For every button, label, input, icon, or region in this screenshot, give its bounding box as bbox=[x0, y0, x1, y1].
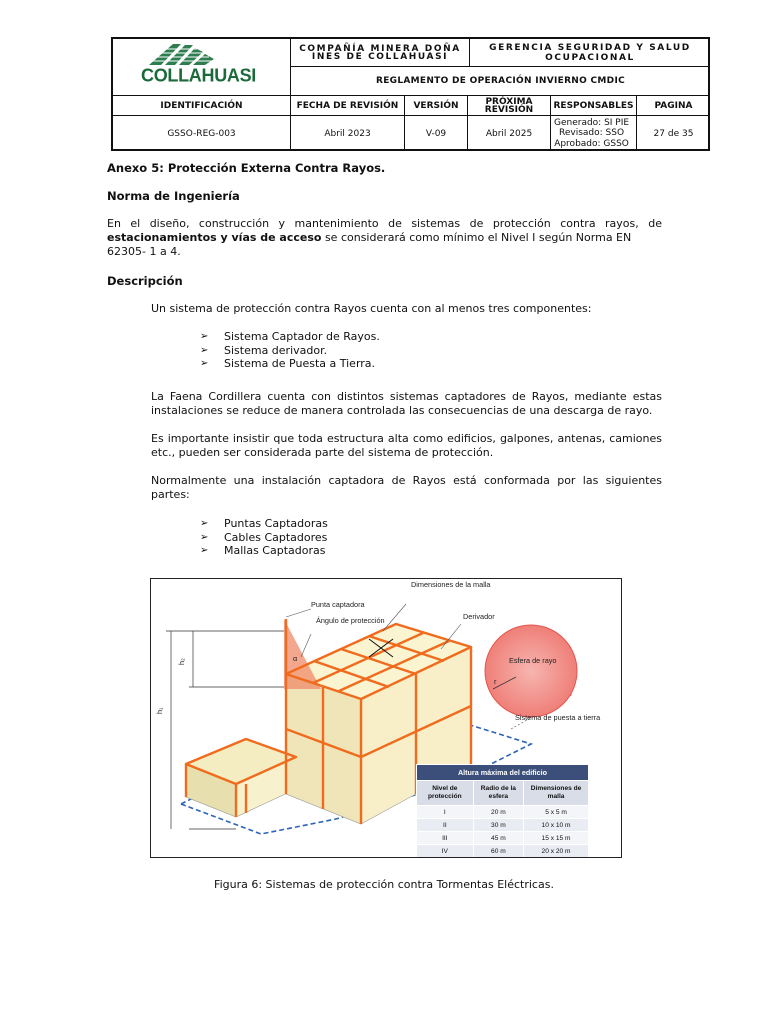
arrow-bullet-icon: ➢ bbox=[200, 518, 209, 529]
arrow-bullet-icon: ➢ bbox=[200, 531, 209, 543]
figure-caption: Figura 6: Sistemas de protección contra Tormentas Eléctricas. bbox=[214, 878, 554, 891]
arrow-bullet-icon: ➢ bbox=[200, 358, 209, 369]
label-h2: h₂ bbox=[177, 658, 186, 665]
label-alpha: α bbox=[293, 654, 298, 663]
col-fecha-revision: FECHA DE REVISIÓN bbox=[291, 96, 405, 116]
col-pagina: PAGINA bbox=[637, 96, 710, 116]
norma-line-2 bbox=[107, 231, 662, 245]
company-name: COMPAÑÍA MINERA DOÑA INES DE COLLAHUASI bbox=[291, 39, 470, 67]
logo-wordmark: COLLAHUASI bbox=[141, 64, 256, 86]
norma-paragraph bbox=[107, 217, 662, 259]
components-list bbox=[200, 330, 380, 371]
list-item: ➢ Puntas Captadoras bbox=[200, 517, 328, 530]
table-caption: Altura máxima del edificio bbox=[417, 765, 589, 781]
lightning-protection-figure bbox=[150, 578, 622, 858]
value-fecha-revision: Abril 2023 bbox=[291, 116, 405, 151]
table-header-nivel: Nivel de protección bbox=[417, 781, 474, 806]
value-version: V-09 bbox=[405, 116, 468, 151]
value-proxima-revision: Abril 2025 bbox=[468, 116, 551, 151]
regulation-title: REGLAMENTO DE OPERACIÓN INVIERNO CMDIC bbox=[291, 67, 710, 96]
col-responsables: RESPONSABLES bbox=[551, 96, 637, 116]
responsable-generado: Generado: SI PIE bbox=[554, 117, 630, 128]
descripcion-intro: Un sistema de protección contra Rayos cuenta con al menos tres componentes: bbox=[151, 302, 592, 315]
table-row: I 20 m 5 x 5 m bbox=[417, 806, 589, 819]
responsable-revisado: Revisado: SSO bbox=[559, 128, 625, 139]
label-derivador: Derivador bbox=[463, 612, 495, 621]
label-puesta: Sistema de puesta a tierra bbox=[515, 713, 601, 722]
list-item: ➢ Sistema de Puesta a Tierra. bbox=[200, 357, 376, 370]
arrow-bullet-icon: ➢ bbox=[200, 545, 209, 556]
paragraph-normalmente: Normalmente una instalación captadora de Rayos está conformada por las siguientes partes: bbox=[151, 474, 662, 501]
protection-levels-table bbox=[416, 764, 589, 858]
label-punta: Punta captadora bbox=[311, 600, 365, 609]
responsable-aprobado: Aprobado: GSSO bbox=[554, 138, 629, 149]
list-item: ➢ Cables Captadores bbox=[200, 530, 328, 544]
value-identificacion: GSSO-REG-003 bbox=[113, 116, 291, 151]
annex-title: Anexo 5: Protección Externa Contra Rayos. bbox=[107, 161, 386, 175]
norma-line-3: 62305- 1 a 4. bbox=[107, 245, 181, 258]
col-version: VERSIÓN bbox=[405, 96, 468, 116]
label-r: r bbox=[494, 677, 497, 686]
value-pagina: 27 de 35 bbox=[653, 128, 694, 139]
table-header-malla: Dimensiones de malla bbox=[524, 781, 589, 806]
descripcion-heading: Descripción bbox=[107, 274, 183, 288]
document-header bbox=[111, 37, 710, 151]
norma-bold: estacionamientos y vías de acceso bbox=[107, 231, 322, 244]
value-responsables bbox=[551, 116, 637, 151]
list-item: ➢ Sistema Captador de Rayos. bbox=[200, 330, 380, 343]
table-row: II 30 m 10 x 10 m bbox=[417, 819, 589, 832]
paragraph-importante: Es importante insistir que toda estructura alta como edificios, galpones, antenas, camiones etc., pueden ser considerada parte del sistema de protección. bbox=[151, 432, 662, 459]
label-esfera: Esfera de rayo bbox=[509, 656, 557, 665]
arrow-bullet-icon: ➢ bbox=[200, 331, 209, 342]
label-angulo: Ángulo de protección bbox=[316, 616, 385, 625]
col-proxima-revision: PRÓXIMA REVISIÓN bbox=[468, 96, 551, 116]
norma-line-2-rest: se considerará como mínimo el Nivel I según Norma EN bbox=[321, 231, 632, 244]
table-row: IV 60 m 20 x 20 m bbox=[417, 845, 589, 858]
norma-line-1: En el diseño, construcción y mantenimiento de sistemas de protección contra rayos, de bbox=[107, 217, 662, 230]
department-name: GERENCIA SEGURIDAD Y SALUD OCUPACIONAL bbox=[470, 39, 710, 67]
list-item: ➢ Mallas Captadoras bbox=[200, 544, 326, 557]
arrow-bullet-icon: ➢ bbox=[200, 344, 209, 356]
table-row: III 45 m 15 x 15 m bbox=[417, 832, 589, 845]
table-header-radio: Radio de la esfera bbox=[473, 781, 523, 806]
norma-heading: Norma de Ingeniería bbox=[107, 189, 240, 203]
list-item: ➢ Sistema derivador. bbox=[200, 343, 328, 357]
label-dimensiones: Dimensiones de la malla bbox=[411, 580, 491, 589]
logo-area bbox=[113, 39, 291, 96]
label-h1: h₁ bbox=[155, 707, 164, 714]
col-identificacion: IDENTIFICACIÓN bbox=[113, 96, 291, 116]
parts-list bbox=[200, 517, 328, 558]
paragraph-faena: La Faena Cordillera cuenta con distintos sistemas captadores de Rayos, mediante estas instalaciones se reduce de manera controlada las consecuencias de una descarga de rayo. bbox=[151, 390, 662, 417]
